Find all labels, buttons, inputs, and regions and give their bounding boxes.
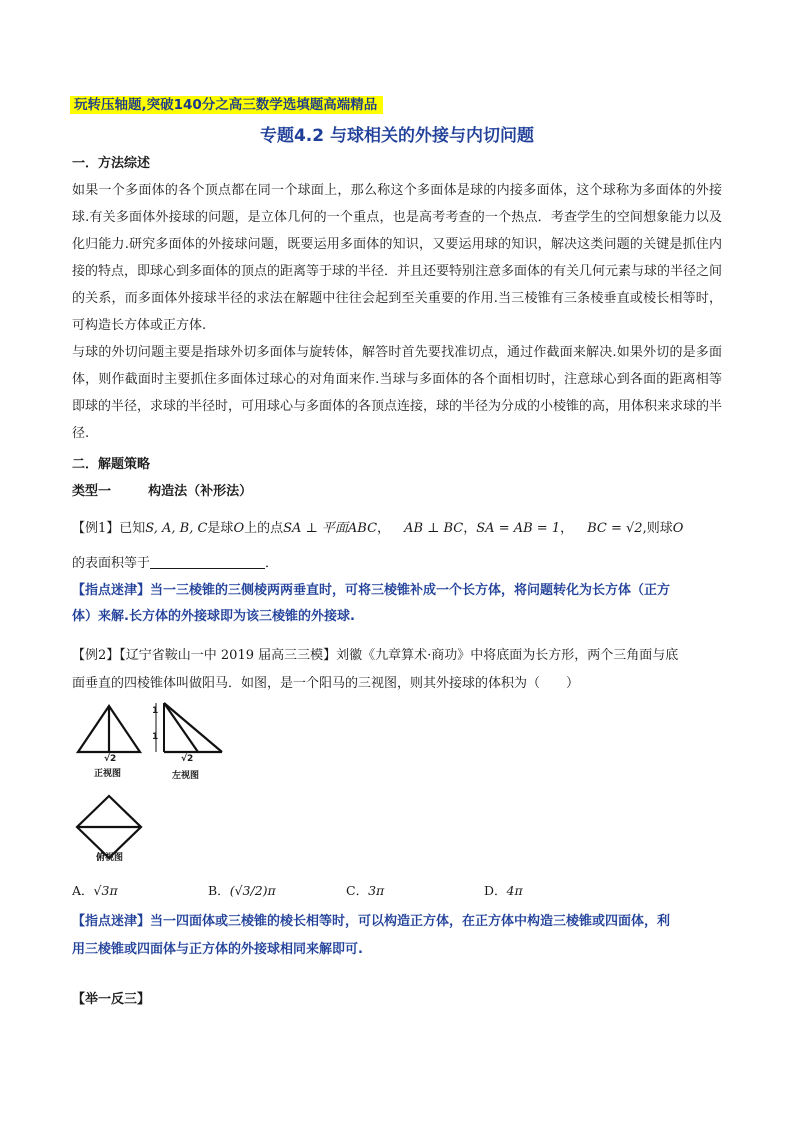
series-banner: 玩转压轴题,突破140分之高三数学选填题高端精品 (70, 96, 383, 114)
type-name: 构造法（补形法） (148, 484, 253, 499)
example1-tag: 【例1】 (72, 521, 120, 536)
three-view-figure (72, 700, 232, 865)
option-key: B． (208, 883, 230, 898)
option-key: C． (346, 883, 369, 898)
example2-text: 面垂直的四棱锥体叫做阳马．如图，是一个阳马的三视图，则其外接球的体积为（ ） (72, 676, 580, 691)
section-heading-strategy: 二．解题策略 (72, 457, 151, 472)
hint-tag: 【指点迷津】 (72, 583, 151, 598)
example1-sep: ， (463, 521, 477, 536)
hint-tag: 【指点迷津】 (72, 914, 151, 929)
example2-text: 刘徽《九章算术·商功》中将底面为长方形，两个三角面与底 (336, 648, 679, 663)
side-height-label-bottom: 1 (152, 732, 159, 742)
option-value: 3π (368, 883, 385, 898)
side-view (156, 703, 222, 752)
section-heading-method: 一．方法综述 (72, 156, 151, 171)
option-value: (√3/2)π (229, 883, 276, 898)
option-a[interactable] (72, 881, 118, 899)
hint-text: 当一三棱锥的三侧棱两两垂直时，可将三棱锥补成一个长方体，将问题转化为长方体（正方 (150, 583, 671, 598)
example2-hint-line2 (72, 937, 722, 963)
example1-condition: SA ⊥ 平面ABC (283, 521, 378, 536)
example1-line2 (72, 551, 722, 577)
hint-text: 当一四面体或三棱锥的棱长相等时，可以构造正方体，在正方体中构造三棱锥或四面体，利 (150, 914, 671, 929)
example1-sphere: O (672, 521, 684, 536)
page-title: 专题4.2 与球相关的外接与内切问题 (259, 126, 535, 146)
top-view (77, 796, 141, 858)
option-key: D． (484, 883, 507, 898)
example1-text: 的表面积等于 (72, 556, 151, 571)
example1-sep: ， (560, 521, 574, 536)
option-key: A． (72, 883, 94, 898)
example1-condition: SA = AB = 1 (476, 521, 561, 536)
option-d[interactable] (484, 881, 523, 899)
example1-sep: ， (377, 521, 391, 536)
type-label: 类型一 (72, 484, 112, 499)
example1-condition: AB ⊥ BC (404, 521, 464, 536)
side-dim-label: √2 (181, 754, 194, 764)
option-value: 4π (506, 883, 523, 898)
example2-hint-line1 (72, 909, 722, 935)
side-view-label: 左视图 (172, 771, 200, 781)
example1-hint-line1 (72, 578, 722, 604)
hint-text: 用三棱锥或四面体与正方体的外接球相同来解即可. (72, 942, 363, 957)
front-view-label: 正视图 (94, 769, 122, 779)
example2-line2 (72, 671, 722, 697)
method-paragraph-2: 与球的外切问题主要是指球外切多面体与旋转体，解答时首先要找准切点，通过作截面来解决.如果外切的是多面体，则作截面时主要抓住多面体过球心的对角面来作.当球与多面体的各个面相切时，注意球心到各面的距离相等即球的半径，求球的半径时，可用球心与多面体的各顶点连接，球的半径为分成的小棱锥的高，用体积来求球的半径. (72, 345, 723, 441)
example1-line1 (72, 516, 722, 542)
example1-sphere: O (233, 521, 245, 536)
example1-hint-line2 (72, 604, 722, 630)
option-c[interactable] (346, 881, 384, 899)
example1-text: 已知 (119, 521, 146, 536)
example1-text: ,则球 (642, 521, 673, 536)
practice-heading: 【举一反三】 (72, 992, 151, 1007)
front-view (78, 706, 140, 752)
example1-points: S, A, B, C (145, 521, 208, 536)
example2-tag: 【例2】 (72, 648, 120, 663)
hint-text: 体）来解.长方体的外接球即为该三棱锥的外接球. (72, 609, 355, 624)
example1-condition: BC = √2 (587, 521, 643, 536)
option-b[interactable] (208, 881, 276, 899)
example2-source: 【辽宁省鞍山一中 2019 届高三三模】 (119, 648, 337, 663)
top-view-label: 俯视图 (96, 853, 124, 863)
example1-period: ． (265, 556, 279, 571)
side-height-label-top: 1 (152, 706, 159, 716)
example1-text: 是球 (207, 521, 234, 536)
type-heading (72, 480, 252, 499)
example2-line1 (72, 643, 722, 669)
option-value: √3π (93, 883, 118, 898)
answer-blank[interactable] (150, 554, 265, 569)
method-paragraph-1: 如果一个多面体的各个顶点都在同一个球面上，那么称这个多面体是球的内接多面体，这个球称为多面体的外接球.有关多面体外接球的问题，是立体几何的一个重点，也是高考考查的一个热点．考查学生的空间想象能力以及化归能力.研究多面体的外接球问题，既要运用多面体的知识，又要运用球的知识，解决这类问题的关键是抓住内接的特点，即球心到多面体的顶点的距离等于球的半径．并且还要特别注意多面体的有关几何元素与球的半径之间的关系，而多面体外接球半径的求法在解题中往往会起到至关重要的作用.当三棱锥有三条棱垂直或棱长相等时，可构造长方体或正方体. (72, 183, 723, 333)
example1-text: 上的点 (244, 521, 284, 536)
front-dim-label: √2 (104, 754, 117, 764)
